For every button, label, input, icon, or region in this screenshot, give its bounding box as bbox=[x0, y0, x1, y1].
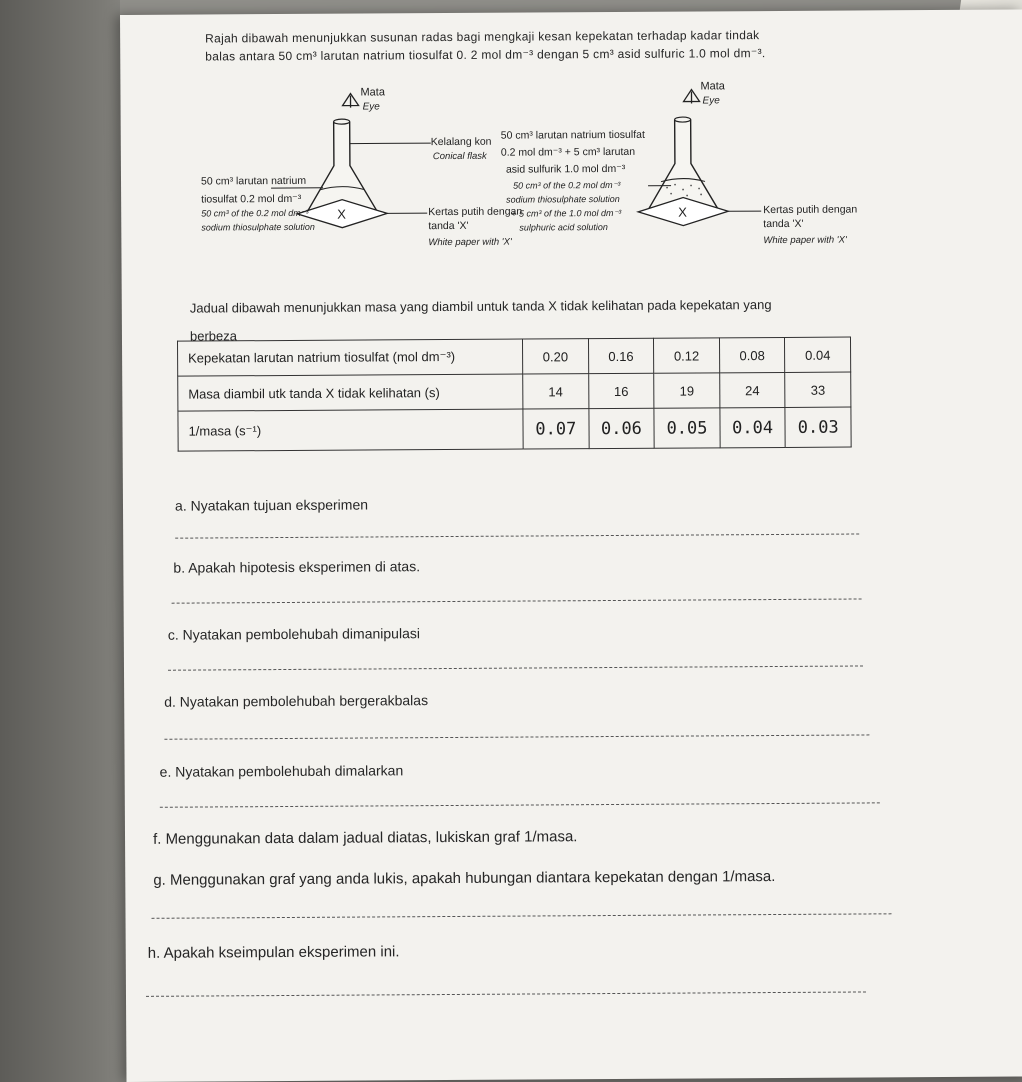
right-paper-en: White paper with 'X' bbox=[763, 234, 847, 247]
right-sol-en-1: 50 cm³ of the 0.2 mol dm⁻³ bbox=[513, 179, 621, 191]
right-paper-with-x bbox=[638, 197, 728, 226]
worksheet-page bbox=[120, 9, 1022, 1081]
right-paper-ms-1: Kertas putih dengan bbox=[763, 203, 858, 217]
question-g: g. Menggunakan graf yang anda lukis, apakah hubungan diantara kepekatan dengan 1/masa. bbox=[153, 868, 776, 889]
right-sol-en-4: sulphuric acid solution bbox=[519, 222, 608, 233]
question-a: a. Nyatakan tujuan eksperimen bbox=[174, 496, 369, 514]
right-x-mark: X bbox=[678, 204, 687, 220]
table-intro-line-1: Jadual dibawah menunjukkan masa yang diambil untuk tanda X tidak kelihatan pada kepekatan yang bbox=[189, 297, 772, 316]
answer-line-e[interactable] bbox=[160, 802, 880, 807]
table-row bbox=[178, 407, 851, 451]
data-table bbox=[177, 337, 852, 452]
left-sol-ms-2: tiosulfat 0.2 mol dm⁻³ bbox=[201, 192, 302, 206]
handwritten-cell[interactable]: 0.04 bbox=[720, 407, 786, 447]
row-header: Masa diambil utk tanda X tidak kelihatan (s) bbox=[178, 374, 523, 411]
table-cell: 14 bbox=[523, 374, 589, 409]
right-sol-en-2: sodium thiosulphate solution bbox=[506, 193, 620, 205]
right-eye-icon bbox=[683, 89, 699, 103]
answer-line-c[interactable] bbox=[168, 665, 863, 670]
answer-line-b[interactable] bbox=[172, 598, 862, 603]
question-c: c. Nyatakan pembolehubah dimanipulasi bbox=[167, 625, 421, 643]
question-h: h. Apakah kseimpulan eksperimen ini. bbox=[147, 943, 400, 962]
intro-line-2: balas antara 50 cm³ larutan natrium tiosulfat 0. 2 mol dm⁻³ dengan 5 cm³ asid sulfuric 1.0 mol dm⁻³. bbox=[205, 46, 766, 64]
table-cell: 0.12 bbox=[654, 338, 720, 373]
right-sol-ms-2: 0.2 mol dm⁻³ + 5 cm³ larutan bbox=[500, 145, 636, 159]
question-e: e. Nyatakan pembolehubah dimalarkan bbox=[159, 762, 404, 780]
left-paper-ms-2: tanda 'X' bbox=[428, 219, 469, 233]
left-flask-ms: Kelalang kon bbox=[430, 135, 492, 149]
right-apparatus bbox=[500, 80, 857, 248]
row-header: Kepekatan larutan natrium tiosulfat (mol dm⁻³) bbox=[177, 339, 522, 376]
table-row bbox=[177, 337, 850, 376]
right-eye-en: Eye bbox=[702, 95, 720, 107]
table-cell: 19 bbox=[654, 373, 720, 408]
right-conical-flask bbox=[648, 117, 719, 210]
left-apparatus bbox=[200, 86, 522, 250]
left-eye-ms: Mata bbox=[360, 86, 385, 99]
background-left bbox=[0, 0, 140, 1082]
handwritten-cell[interactable]: 0.06 bbox=[589, 408, 655, 448]
right-sol-en-3: + 5 cm³ of the 1.0 mol dm⁻³ bbox=[511, 207, 622, 219]
right-eye-ms: Mata bbox=[700, 80, 725, 93]
table-cell: 16 bbox=[588, 373, 654, 408]
question-f: f. Menggunakan data dalam jadual diatas, lukiskan graf 1/masa. bbox=[152, 828, 578, 848]
handwritten-cell[interactable]: 0.05 bbox=[654, 408, 720, 448]
table-cell: 24 bbox=[719, 372, 785, 407]
right-sol-ms-1: 50 cm³ larutan natrium tiosulfat bbox=[500, 128, 645, 142]
row-header: 1/masa (s⁻¹) bbox=[178, 409, 523, 451]
handwritten-cell[interactable]: 0.03 bbox=[785, 407, 851, 447]
intro-text bbox=[205, 26, 765, 65]
apparatus-diagram bbox=[200, 80, 921, 284]
table-row bbox=[178, 372, 851, 411]
answer-line-a[interactable] bbox=[175, 533, 859, 538]
left-eye-icon bbox=[342, 94, 358, 108]
table-cell: 33 bbox=[785, 372, 851, 407]
answer-line-d[interactable] bbox=[164, 734, 869, 739]
table-cell: 0.08 bbox=[719, 337, 785, 372]
table-cell: 0.16 bbox=[588, 338, 654, 373]
left-flask-en: Conical flask bbox=[432, 150, 487, 163]
table-cell: 0.20 bbox=[522, 339, 588, 374]
left-sol-en-2: sodium thiosulphate solution bbox=[201, 221, 315, 233]
right-sol-ms-3: asid sulfurik 1.0 mol dm⁻³ bbox=[505, 162, 626, 176]
question-d: d. Nyatakan pembolehubah bergerakbalas bbox=[164, 692, 429, 710]
right-paper-ms-2: tanda 'X' bbox=[763, 217, 804, 231]
intro-line-1: Rajah dibawah menunjukkan susunan radas bagi mengkaji kesan kepekatan terhadap kadar tindak bbox=[205, 28, 760, 46]
left-sol-ms-1: 50 cm³ larutan natrium bbox=[200, 174, 307, 188]
answer-line-h[interactable] bbox=[146, 991, 866, 996]
question-b: b. Apakah hipotesis eksperimen di atas. bbox=[173, 558, 421, 576]
left-paper-en: White paper with 'X' bbox=[428, 236, 512, 249]
left-eye-en: Eye bbox=[362, 101, 380, 113]
answer-line-g[interactable] bbox=[152, 913, 892, 919]
left-x-mark: X bbox=[337, 206, 346, 222]
left-paper-ms-1: Kertas putih dengan bbox=[428, 205, 523, 219]
table-cell: 0.04 bbox=[785, 337, 851, 372]
left-conical-flask bbox=[307, 119, 378, 212]
table-intro-line-2: berbeza bbox=[189, 328, 237, 344]
left-sol-en-1: 50 cm³ of the 0.2 mol dm⁻³ bbox=[201, 207, 309, 219]
handwritten-cell[interactable]: 0.07 bbox=[523, 409, 589, 449]
